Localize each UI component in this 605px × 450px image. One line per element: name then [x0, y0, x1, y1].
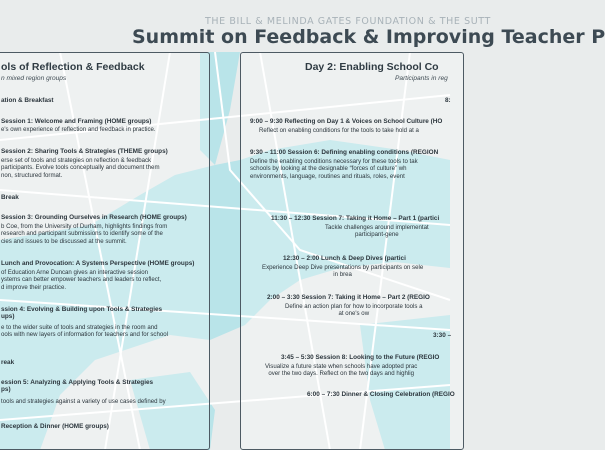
day2-item-3-heading: 9:30 – 11:00 Session 6: Defining enabling conditions (REGION — [250, 149, 439, 156]
day2-subtitle: Participants in reg — [395, 75, 448, 82]
day1-item-3-desc: erse set of tools and strategies on reflection & feedback participants. Evolve tools conceptually and document them non, structured format. — [1, 157, 160, 179]
day2-item-6-heading: 2:00 – 3:30 Session 7: Taking it Home – Part 2 (REGIO — [267, 294, 430, 301]
foundation-banner: THE BILL & MELINDA GATES FOUNDATION & THE SUTT — [205, 16, 491, 27]
day1-agenda-panel — [0, 52, 210, 450]
day2-item-9-heading: 6:00 – 7:30 Dinner & Closing Celebration (REGIO — [307, 391, 455, 398]
day1-item-6-desc: of Education Arne Duncan gives an interactive session ystems can better empower teachers and leaders to reflect, d improve their practice. — [1, 269, 162, 291]
day2-item-8-heading: 3:45 – 5:30 Session 8: Looking to the Future (REGIO — [281, 354, 440, 361]
day2-item-4-desc: Tackle challenges around implementat participant-gene — [325, 224, 429, 239]
day2-item-2-heading: 9:00 – 9:30 Reflecting on Day 1 & Voices on School Culture (HO — [250, 118, 443, 125]
day1-item-3-heading: Session 2: Sharing Tools & Strategies (THEME groups) — [1, 148, 168, 155]
day2-item-5-desc: Experience Deep Dive presentations by participants on sele in brea — [262, 264, 424, 279]
day1-item-5-heading: Session 3: Grounding Ourselves in Research (HOME groups) — [1, 214, 187, 221]
day1-item-1-heading: ation & Breakfast — [1, 97, 54, 104]
day1-item-7-heading: ssion 4: Evolving & Building upon Tools & Strategies ups) — [1, 306, 163, 321]
day2-item-7-heading: 3:30 – — [433, 332, 452, 339]
day1-title: ols of Reflection & Feedback — [1, 61, 145, 73]
day1-item-10-heading: Reception & Dinner (HOME groups) — [1, 423, 109, 430]
day1-item-5-desc: b Coe, from the University of Durham, highlights findings from research and participant submissions to identify some of the cies and issues to be discussed at the summit. — [1, 223, 168, 245]
day1-item-2-heading: Session 1: Welcome and Framing (HOME groups) — [1, 118, 152, 125]
day1-item-2-desc: e's own experience of reflection and feedback in practice. — [1, 126, 156, 133]
day2-item-1-heading: 8: — [445, 97, 451, 104]
day1-item-6-heading: Lunch and Provocation: A Systems Perspective (HOME groups) — [1, 260, 195, 267]
day1-item-9-desc: tools and strategies against a variety of use cases defined by — [1, 398, 166, 405]
day2-item-8-desc: Visualize a future state when schools have adopted prac over the two days. Reflect on the two days and highlig — [265, 363, 418, 378]
day2-item-5-heading: 12:30 – 2:00 Lunch & Deep Dives (partici — [283, 255, 406, 262]
day2-title: Day 2: Enabling School Co — [305, 61, 439, 73]
page-title: Summit on Feedback & Improving Teacher P — [132, 26, 605, 48]
day1-subtitle: n mixed region groups — [1, 75, 67, 82]
day2-item-4-heading: 11:30 – 12:30 Session 7: Taking it Home – Part 1 (partici — [271, 215, 440, 222]
day2-item-3-desc: Define the enabling conditions necessary for these tools to tak schools by looking at the designable “forces of culture” wh environments, language, routines and rituals, roles, event — [250, 158, 418, 180]
day1-item-8-heading: reak — [1, 359, 15, 366]
day1-item-7-desc: e to the wider suite of tools and strategies in the room and ools with new layers of information for teachers and for school — [1, 324, 168, 339]
day2-item-2-desc: Reflect on enabling conditions for the tools to take hold at a — [259, 127, 419, 134]
day1-item-9-heading: ession 5: Analyzing & Applying Tools & Strategies ps) — [1, 379, 154, 394]
day2-agenda-panel — [240, 52, 464, 450]
day1-item-4-heading: Break — [1, 194, 19, 201]
day2-item-6-desc: Define an action plan for how to incorporate tools a at one's ow — [285, 303, 423, 318]
